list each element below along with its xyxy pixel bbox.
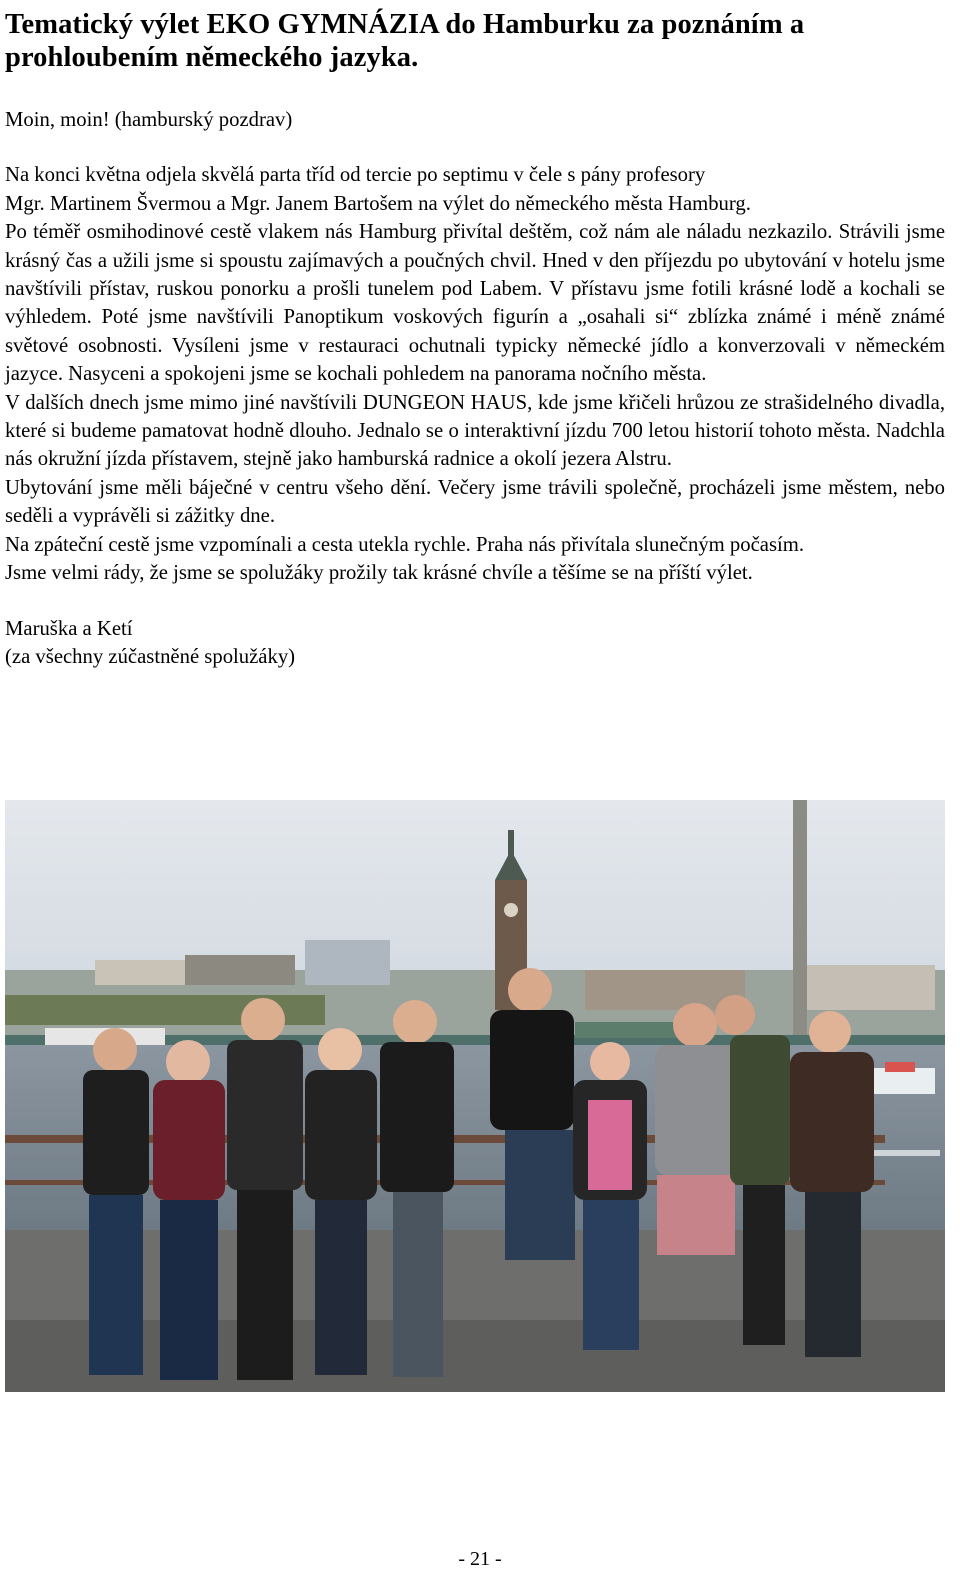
signature-note: (za všechny zúčastněné spolužáky) [5,645,296,668]
paragraph-2: V dalších dnech jsme mimo jiné navštívili DUNGEON HAUS, kde jsme křičeli hrůzou ze strašidelného divadla, které si budeme pamatovat hodně dlouho. Jednalo se o interaktivní jízdu 700 letou historií tohoto města. Nadchla nás okružní jízda přístavem, stejně jako hamburská radnice a okolí jezera Alstru. [5,391,945,471]
signature-names: Maruška a Ketí [5,617,133,640]
paragraph-4: Na zpáteční cestě jsme vzpomínali a cesta utekla rychle. Praha nás přivítala slunečným počasím. [5,533,805,556]
paragraph-1: Po téměř osmihodinové cestě vlakem nás Hamburg přivítal deštěm, což nám ale náladu nezkazilo. Strávili jsme krásný čas a užili jsme si spoustu zajímavých a poučných chvil. Hned v den příjezdu po ubytování v hotelu jsme navštívili přístav, ruskou ponorku a prošli tunelem pod Labem. V přístavu jsme fotili krásné lodě a kochali se výhledem. Poté jsme navštívili Panoptikum voskových figurín a „osahali si“ zblízka známé i méně známé světové osobnosti. Vysíleni jsme v restauraci ochutnali typicky německé jídlo a konverzovali v německém jazyce. Nasyceni a spokojeni jsme se kochali pohledem na panorama nočního města. [5,221,945,386]
article [5,0,945,671]
group-photo [5,800,945,1392]
article-title: Tematický výlet EKO GYMNÁZIA do Hamburku za poznáním a prohloubením německého jazyka. [5,9,805,73]
greeting: Moin, moin! (hamburský pozdrav) [5,109,293,131]
page-number: - 21 - [458,1548,502,1570]
paragraph-3: Ubytování jsme měli báječné v centru všeho dění. Večery jsme trávili společně, procházeli jsme městem, nebo seděli a vyprávěli si zážitky dne. [5,476,945,528]
intro-line-1: Na konci května odjela skvělá parta tříd od tercie po septimu v čele s pány profesory [5,164,706,187]
paragraph-5: Jsme velmi rády, že jsme se spolužáky prožily tak krásné chvíle a těšíme se na příští výlet. [5,562,753,585]
intro-line-2: Mgr. Martinem Švermou a Mgr. Janem Bartošem na výlet do německého města Hamburg. [5,192,751,215]
